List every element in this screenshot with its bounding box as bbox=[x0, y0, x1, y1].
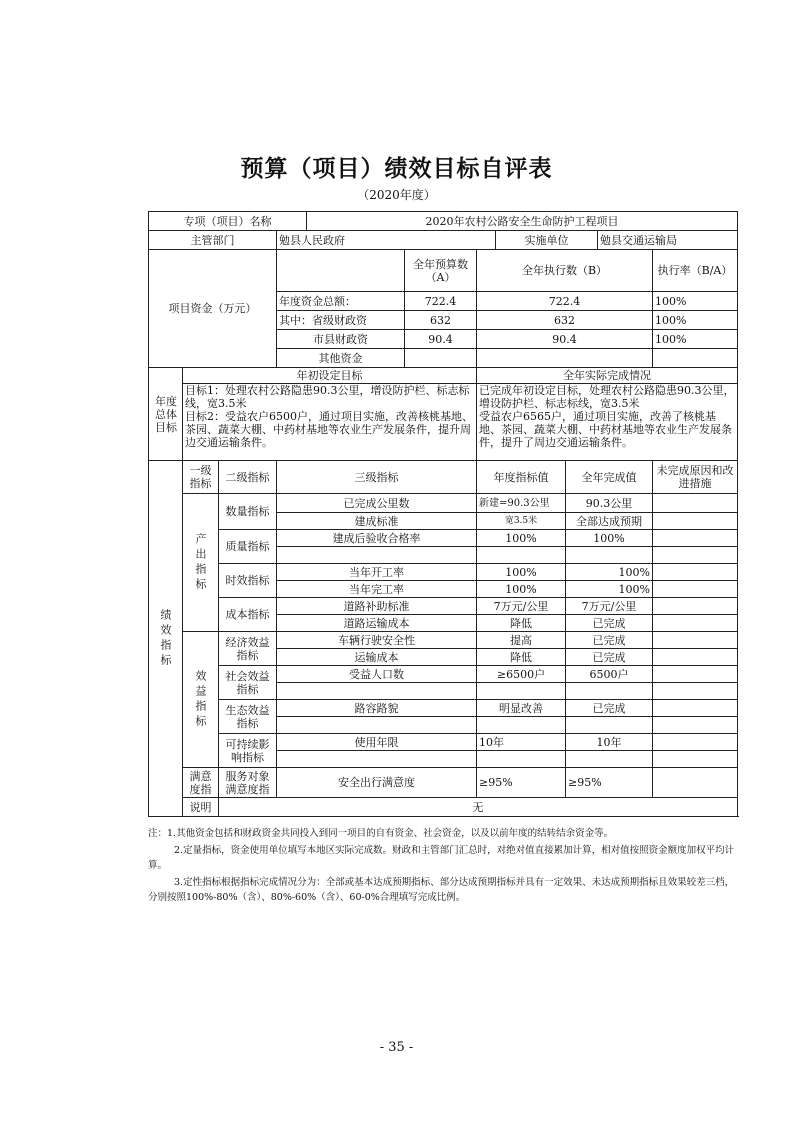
remarks-label: 说明 bbox=[183, 798, 219, 817]
col-rate-header: 执行率（B/A） bbox=[653, 250, 738, 292]
ind-name: 道路运输成本 bbox=[277, 615, 477, 632]
ind-name: 建成后验收合格率 bbox=[277, 530, 477, 547]
ind-name: 运输成本 bbox=[277, 649, 477, 666]
ind-done: 6500户 bbox=[566, 666, 653, 683]
indicators-section-text: 绩效指标 bbox=[159, 608, 172, 669]
goals-label bbox=[149, 368, 183, 461]
ind-name: 路容路貌 bbox=[277, 700, 477, 717]
ind-done: 已完成 bbox=[566, 615, 653, 632]
dept-label: 主管部门 bbox=[149, 231, 277, 250]
ind-target-blank bbox=[477, 751, 566, 768]
funds-row-rate: 100% bbox=[653, 330, 738, 349]
sustain-label: 可持续影响指标 bbox=[219, 734, 277, 768]
ind-target-blank bbox=[477, 717, 566, 734]
ind-target-blank bbox=[477, 547, 566, 564]
funds-row-exec: 90.4 bbox=[477, 330, 653, 349]
benefit-label bbox=[183, 632, 219, 768]
ind-reason bbox=[653, 547, 738, 564]
footnote: 2.定量指标，资金使用单位填写本地区实际完成数。财政和主管部门汇总时，对绝对值直接累加计算，相对值按照资金额度加权平均计算。 bbox=[148, 845, 735, 871]
impl-value: 勉县交通运输局 bbox=[598, 231, 738, 250]
h2: 二级指标 bbox=[219, 461, 277, 494]
ind-name: 当年开工率 bbox=[277, 564, 477, 581]
indicators-section-label bbox=[149, 461, 183, 817]
ind-target: 提高 bbox=[477, 632, 566, 649]
ind-done-blank bbox=[566, 683, 653, 700]
footnotes bbox=[148, 826, 738, 907]
ind-reason bbox=[653, 632, 738, 649]
ind-name-blank bbox=[277, 751, 477, 768]
ind-name-blank bbox=[277, 717, 477, 734]
benefit-label-text: 效益指标 bbox=[194, 669, 207, 730]
ind-target: 明显改善 bbox=[477, 700, 566, 717]
ind-name: 道路补助标准 bbox=[277, 598, 477, 615]
funds-row-exec bbox=[477, 349, 653, 368]
ind-reason bbox=[653, 598, 738, 615]
cost-label: 成本指标 bbox=[219, 598, 277, 632]
ind-reason bbox=[653, 751, 738, 768]
ind-target: ≥6500户 bbox=[477, 666, 566, 683]
h6: 未完成原因和改进措施 bbox=[653, 461, 738, 494]
ind-done: 100% bbox=[566, 530, 653, 547]
ind-reason bbox=[653, 494, 738, 513]
project-name-label: 专项（项目）名称 bbox=[149, 212, 307, 231]
funds-row-label: 其中：省级财政资 bbox=[277, 311, 405, 330]
goals-set-text: 目标1：处理农村公路隐患90.3公里，增设防护栏、标志标线，宽3.5米 目标2：受益农户6500户，通过项目实施，改善核桃基地、茶园、蔬菜大棚、中药材基地等农业生产发展条件，提升周边交通运输条件。 bbox=[183, 384, 477, 461]
ind-name-blank bbox=[277, 683, 477, 700]
ind-target: 降低 bbox=[477, 649, 566, 666]
ind-target: 100% bbox=[477, 564, 566, 581]
ind-target: 宽3.5米 bbox=[477, 513, 566, 530]
ind-done: 100% bbox=[566, 581, 653, 598]
funds-row-budget: 90.4 bbox=[405, 330, 477, 349]
ind-reason bbox=[653, 700, 738, 717]
col-budget-header: 全年预算数（A） bbox=[405, 250, 477, 292]
ind-name: 受益人口数 bbox=[277, 666, 477, 683]
ind-reason bbox=[653, 649, 738, 666]
ind-reason bbox=[653, 768, 738, 798]
ind-done: 已完成 bbox=[566, 632, 653, 649]
ind-reason bbox=[653, 717, 738, 734]
funds-row-rate: 100% bbox=[653, 292, 738, 311]
output-label bbox=[183, 494, 219, 632]
ind-target: 100% bbox=[477, 581, 566, 598]
funds-row-label: 年度资金总额： bbox=[277, 292, 405, 311]
ind-reason bbox=[653, 683, 738, 700]
ind-name: 建成标准 bbox=[277, 513, 477, 530]
ind-done: 100% bbox=[566, 564, 653, 581]
funds-row-exec: 722.4 bbox=[477, 292, 653, 311]
ind-done: 7万元/公里 bbox=[566, 598, 653, 615]
funds-row-label: 其他资金 bbox=[277, 349, 405, 368]
funds-row-exec: 632 bbox=[477, 311, 653, 330]
ind-done: 全部达成预期 bbox=[566, 513, 653, 530]
ind-target: 降低 bbox=[477, 615, 566, 632]
ind-name: 使用年限 bbox=[277, 734, 477, 751]
impl-label: 实施单位 bbox=[496, 231, 598, 250]
page-number: - 35 - bbox=[379, 1040, 414, 1055]
funds-label: 项目资金（万元） bbox=[149, 250, 277, 368]
performance-table bbox=[148, 211, 738, 817]
ind-reason bbox=[653, 666, 738, 683]
social-label: 社会效益指标 bbox=[219, 666, 277, 700]
qty-label: 数量指标 bbox=[219, 494, 277, 530]
service-label: 服务对象满意度指 bbox=[219, 768, 277, 798]
ind-reason bbox=[653, 513, 738, 530]
ind-done: 已完成 bbox=[566, 649, 653, 666]
goals-set-header: 年初设定目标 bbox=[183, 368, 477, 384]
funds-row-budget bbox=[405, 349, 477, 368]
ind-name-blank bbox=[277, 547, 477, 564]
h1: 一级指标 bbox=[183, 461, 219, 494]
h3: 三级指标 bbox=[277, 461, 477, 494]
ind-done-blank bbox=[566, 751, 653, 768]
h5: 全年完成值 bbox=[566, 461, 653, 494]
page-subtitle: （2020年度） bbox=[357, 188, 436, 202]
ind-target: 100% bbox=[477, 530, 566, 547]
ind-done-blank bbox=[566, 717, 653, 734]
satisfaction-label: 满意度指 bbox=[183, 768, 219, 798]
funds-row-rate: 100% bbox=[653, 311, 738, 330]
ind-done: 10年 bbox=[566, 734, 653, 751]
ind-reason bbox=[653, 734, 738, 751]
dept-value: 勉县人民政府 bbox=[277, 231, 496, 250]
ind-reason bbox=[653, 564, 738, 581]
ind-target: ≥95% bbox=[477, 768, 566, 798]
ind-name: 当年完工率 bbox=[277, 581, 477, 598]
funds-blank bbox=[277, 250, 405, 292]
ind-reason bbox=[653, 581, 738, 598]
econ-label: 经济效益指标 bbox=[219, 632, 277, 666]
funds-row-rate bbox=[653, 349, 738, 368]
ind-target: 新建=90.3公里 bbox=[477, 494, 566, 513]
funds-row-label: 市县财政资 bbox=[277, 330, 405, 349]
ind-done: 90.3公里 bbox=[566, 494, 653, 513]
col-exec-header: 全年执行数（B） bbox=[477, 250, 653, 292]
output-label-text: 产出指标 bbox=[194, 532, 207, 593]
ind-target: 7万元/公里 bbox=[477, 598, 566, 615]
project-name-value: 2020年农村公路安全生命防护工程项目 bbox=[307, 212, 738, 231]
time-label: 时效指标 bbox=[219, 564, 277, 598]
ind-reason bbox=[653, 530, 738, 547]
footnote: 3.定性指标根据指标完成情况分为：全部或基本达成预期指标、部分达成预期指标并具有一定效果、未达成预期指标且效果较差三档，分别按照100%-80%（含）、80%-60%（含）、60-0%合理填写完成比例。 bbox=[148, 877, 735, 903]
ind-name: 车辆行驶安全性 bbox=[277, 632, 477, 649]
funds-row-budget: 722.4 bbox=[405, 292, 477, 311]
ind-name: 安全出行满意度 bbox=[277, 768, 477, 798]
ind-name: 已完成公里数 bbox=[277, 494, 477, 513]
footnote: 注：1.其他资金包括和财政资金共同投入到同一项目的自有资金、社会资金，以及以前年度的结转结余资金等。 bbox=[148, 828, 614, 839]
ind-reason bbox=[653, 615, 738, 632]
ind-target-blank bbox=[477, 683, 566, 700]
quality-label: 质量指标 bbox=[219, 530, 277, 564]
goals-label-text: 年度总体目标 bbox=[155, 394, 177, 434]
goals-done-text: 已完成年初设定目标，处理农村公路隐患90.3公里，增设防护栏、标志标线，宽3.5米 受益农户6565户，通过项目实施，改善了核桃基地、茶园、蔬菜大棚、中药材基地等农业生产发展条件，提升了周边交通运输条件。 bbox=[477, 384, 738, 461]
h4: 年度指标值 bbox=[477, 461, 566, 494]
ind-done: 已完成 bbox=[566, 700, 653, 717]
eco-label: 生态效益指标 bbox=[219, 700, 277, 734]
remarks-value: 无 bbox=[219, 798, 738, 817]
page-title: 预算（项目）绩效目标自评表 bbox=[240, 155, 553, 182]
ind-done-blank bbox=[566, 547, 653, 564]
goals-done-header: 全年实际完成情况 bbox=[477, 368, 738, 384]
funds-row-budget: 632 bbox=[405, 311, 477, 330]
ind-target: 10年 bbox=[477, 734, 566, 751]
ind-done: ≥95% bbox=[566, 768, 653, 798]
